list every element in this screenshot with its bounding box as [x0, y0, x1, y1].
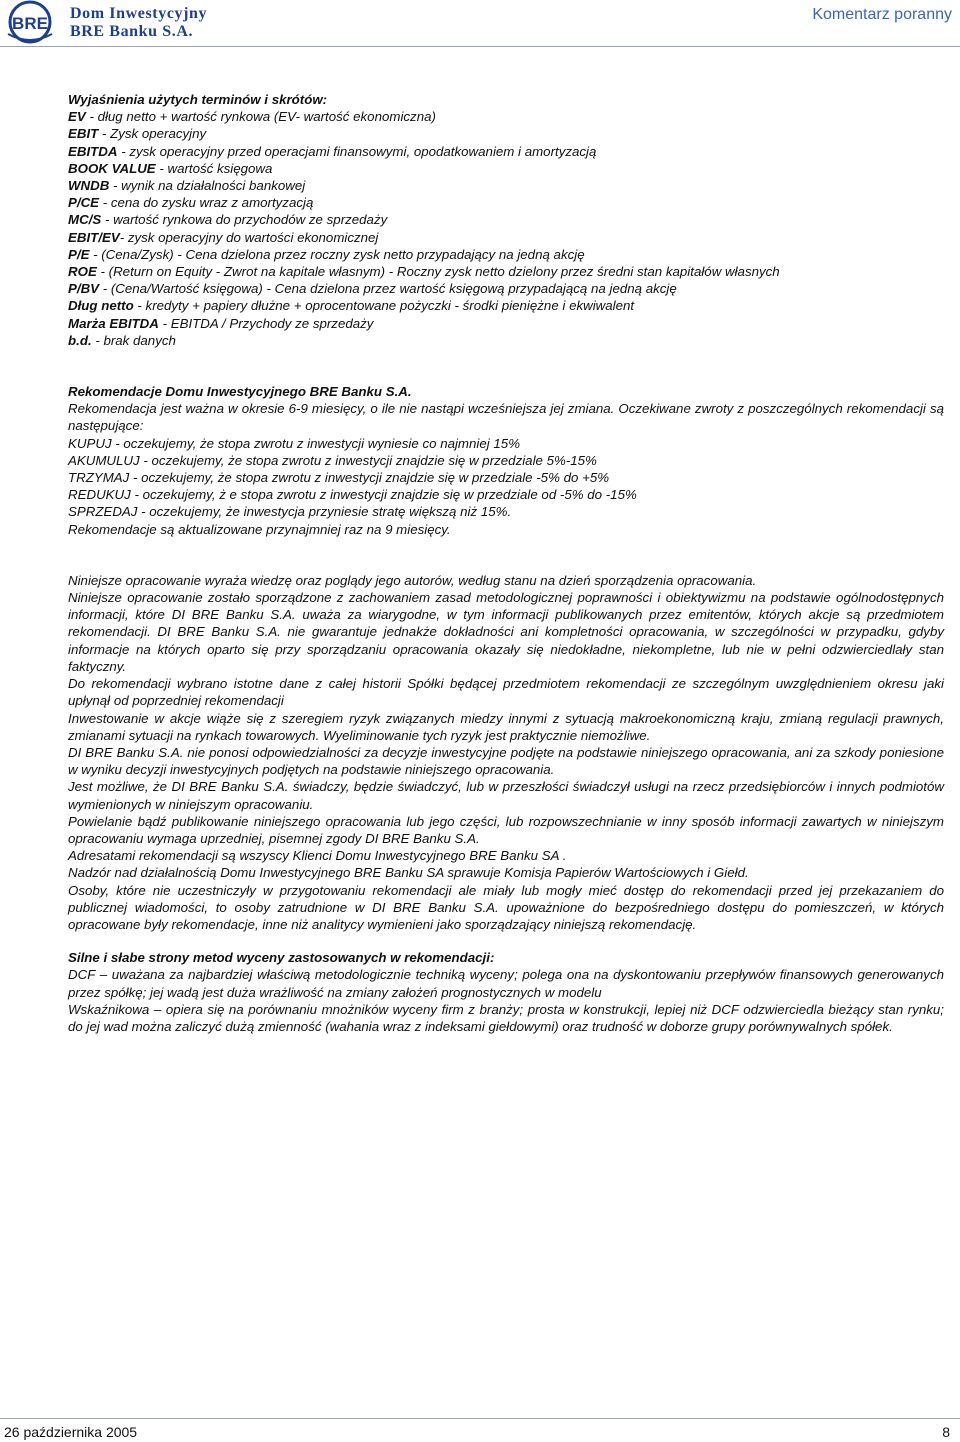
glossary-item — [68, 211, 944, 228]
disclaimer-paragraph: Powielanie bądź publikowanie niniejszego opracowania lub jego części, lub rozpowszechnianie w inny sposób informacji zawartych w niniejszym opracowaniu wymaga uprzedniej, pisemnej zgody DI BRE Banku S.A. — [68, 813, 944, 846]
glossary-item — [68, 246, 944, 263]
methods-section — [68, 949, 944, 1035]
glossary-term: ROE — [68, 264, 97, 280]
glossary-item — [68, 332, 944, 349]
glossary-item — [68, 315, 944, 332]
glossary-list — [68, 108, 944, 349]
recommendation-line: KUPUJ - oczekujemy, że stopa zwrotu z inwestycji wyniesie co najmniej 15% — [68, 435, 521, 451]
glossary-definition: - (Cena/Wartość księgowa) - Cena dzielona przez wartość księgową przypadającą na jedną akcję — [99, 281, 677, 297]
glossary-item — [68, 125, 944, 142]
recommendation-line: SPRZEDAJ - oczekujemy, że inwestycja przyniesie stratę większą niż 15%. — [68, 504, 512, 520]
glossary-definition: - cena do zysku wraz z amortyzacją — [99, 195, 314, 211]
disclaimer-paragraph: Inwestowanie w akcje wiąże się z szeregiem ryzyk związanych miedzy innymi z sytuacją makroekonomiczną kraju, zmianą regulacji prawnych, zmianami sytuacji na rynkach towarowych. Wyeliminowanie tych ryzyk jest praktycznie niemożliwe. — [68, 710, 944, 743]
svg-text:BRE: BRE — [12, 14, 48, 33]
brand-line-1: Dom Inwestycyjny — [70, 5, 208, 22]
glossary-term: MC/S — [68, 212, 102, 228]
glossary-definition: - wartość rynkowa do przychodów ze sprzedaży — [101, 212, 388, 228]
glossary-term: Dług netto — [68, 298, 134, 314]
recommendation-line: TRZYMAJ - oczekujemy, że stopa zwrotu z inwestycji znajdzie się w przedziale -5% do +5% — [68, 470, 610, 486]
glossary-section — [68, 91, 944, 349]
page-number: 8 — [942, 1424, 950, 1440]
glossary-definition: - brak danych — [91, 332, 176, 348]
page-header — [0, 0, 960, 48]
glossary-definition: - dług netto + wartość rynkowa (EV- wartość ekonomiczna) — [85, 109, 436, 125]
brand-line-2: BRE Banku S.A. — [70, 23, 194, 40]
document-type: Komentarz poranny — [812, 6, 952, 23]
disclaimer-paragraph: Niniejsze opracowanie wyraża wiedzę oraz poglądy jego autorów, według stanu na dzień sporządzenia opracowania. — [68, 572, 757, 588]
glossary-definition: - Zysk operacyjny — [98, 126, 207, 142]
glossary-definition: - EBITDA / Przychody ze sprzedaży — [158, 315, 374, 331]
recommendation-line: REDUKUJ - oczekujemy, ż e stopa zwrotu z inwestycji znajdzie się w przedziale od -5% do -15% — [68, 487, 637, 503]
recommendations-list — [68, 435, 944, 538]
glossary-title: Wyjaśnienia użytych terminów i skrótów: — [68, 92, 328, 107]
footer-date: 26 października 2005 — [4, 1424, 138, 1440]
glossary-term: EV — [68, 109, 86, 125]
glossary-definition: - kredyty + papiery dłużne + oprocentowane pożyczki - środki pieniężne i ekwiwalent — [133, 298, 635, 314]
glossary-definition: - zysk operacyjny przed operacjami finansowymi, opodatkowaniem i amortyzacją — [117, 143, 597, 159]
glossary-definition: - (Cena/Zysk) - Cena dzielona przez roczny zysk netto przypadający na jedną akcję — [89, 246, 585, 262]
glossary-term: BOOK VALUE — [68, 160, 156, 176]
glossary-definition: - wynik na działalności bankowej — [109, 178, 306, 194]
glossary-definition: - (Return on Equity - Zwrot na kapitale własnym) - Roczny zysk netto dzielony przez średni stan kapitałów własnych — [96, 264, 780, 280]
glossary-definition: - zysk operacyjny do wartości ekonomicznej — [119, 229, 379, 245]
glossary-term: P/CE — [68, 195, 100, 211]
disclaimer-paragraph: Jest możliwe, że DI BRE Banku S.A. świadczy, będzie świadczyć, lub w przeszłości świadczył usługi na rzecz przedsiębiorców i innych podmiotów wymienionych w niniejszym opracowaniu. — [68, 779, 944, 812]
methods-title: Silne i słabe strony metod wyceny zastosowanych w rekomendacji: — [68, 950, 495, 966]
recommendation-line: AKUMULUJ - oczekujemy, że stopa zwrotu z inwestycji znajdzie się w przedziale 5%-15% — [68, 452, 597, 468]
glossary-term: EBIT/EV — [68, 229, 120, 245]
footer-divider — [0, 1418, 960, 1419]
glossary-term: EBIT — [68, 126, 99, 142]
page-content — [68, 91, 944, 1035]
disclaimer-paragraph: Adresatami rekomendacji są wszyscy Klienci Domu Inwestycyjnego BRE Banku SA . — [68, 848, 567, 864]
glossary-term: WNDB — [68, 178, 110, 194]
glossary-term: EBITDA — [68, 143, 118, 159]
bre-logo-icon — [0, 0, 66, 46]
glossary-item — [68, 177, 944, 194]
glossary-item — [68, 280, 944, 297]
disclaimer-paragraph: Niniejsze opracowanie zostało sporządzone z zachowaniem zasad metodologicznej poprawności i obiektywizmu na podstawie ogólnodostępnych informacji, które DI BRE Banku S.A. uważa za wiarygodne, w tym informacji publikowanych przez emitentów, których akcje są przedmiotem rekomendacji. DI BRE Banku S.A. nie gwarantuje jednakże dokładności ani kompletności opracowania, w szczególności w przypadku, gdyby informacje na których oparto się przy sporządzaniu opracowania okazały się niedokładne, niekompletne, lub nie w pełni odzwierciedlały stan faktyczny. — [68, 590, 944, 674]
glossary-definition: - wartość księgowa — [155, 160, 273, 176]
methods-list — [68, 966, 944, 1035]
method-description: Wskaźnikowa – opiera się na porównaniu mnożników wyceny firm z branży; prosta w konstrukcji, lepiej niż DCF odzwierciedla bieżący stan rynku; do jej wad można zaliczyć dużą zmienność (wahania wraz z indeksami giełdowymi) oraz trudność w doborze grupy porównywalnych spółek. — [68, 1001, 944, 1034]
glossary-term: P/BV — [68, 281, 100, 297]
glossary-item — [68, 194, 944, 211]
glossary-term: Marża EBITDA — [68, 315, 159, 331]
glossary-item — [68, 229, 944, 246]
method-description: DCF – uważana za najbardziej właściwą metodologicznie techniką wyceny; polega ona na dyskontowaniu przepływów finansowych generowanych przez spółkę; jej wadą jest duża wrażliwość na zmiany założeń prognostycznych w modelu — [68, 967, 944, 1000]
disclaimer-paragraph: Nadzór nad działalnością Domu Inwestycyjnego BRE Banku SA sprawuje Komisja Papierów Wartościowych i Giełd. — [68, 865, 749, 881]
disclaimer-paragraph: DI BRE Banku S.A. nie ponosi odpowiedzialności za decyzje inwestycyjne podjęte na podstawie niniejszego opracowania, ani za szkody poniesione w wyniku decyzji inwestycyjnych podjętych na podstawie niniejszego opracowania. — [68, 744, 944, 778]
glossary-item — [68, 263, 944, 280]
glossary-term: b.d. — [68, 332, 92, 348]
disclaimer-paragraph: Do rekomendacji wybrano istotne dane z całej historii Spółki będącej przedmiotem rekomendacji ze szczególnym uwzględnieniem okresu jaki upłynął od poprzedniej rekomendacji — [68, 676, 944, 709]
glossary-term: P/E — [68, 246, 90, 262]
glossary-item — [68, 160, 944, 177]
glossary-item — [68, 143, 944, 160]
recommendations-section — [68, 383, 944, 538]
disclaimer-section — [68, 572, 944, 933]
glossary-item — [68, 297, 944, 314]
header-divider — [0, 46, 960, 47]
recommendations-intro: Rekomendacja jest ważna w okresie 6-9 miesięcy, o ile nie nastąpi wcześniejsza jej zmiana. Oczekiwane zwroty z poszczególnych rekomendacji są następujące: — [68, 401, 944, 434]
brand-name — [70, 4, 207, 41]
recommendations-title: Rekomendacje Domu Inwestycyjnego BRE Banku S.A. — [68, 384, 412, 400]
disclaimer-paragraph: Osoby, które nie uczestniczyły w przygotowaniu rekomendacji ale miały lub mogły mieć dostęp do rekomendacji przed jej przekazaniem do publicznej wiadomości, to osoby zatrudnione w DI BRE Banku S.A. upoważnione do bezpośredniego dostępu do pomieszczeń, w których opracowane były rekomendacje, inne niż analitycy wymienieni jako sporządzający niniejszą rekomendację. — [68, 882, 944, 932]
glossary-item — [68, 108, 944, 125]
recommendation-line: Rekomendacje są aktualizowane przynajmniej raz na 9 miesięcy. — [68, 521, 451, 537]
